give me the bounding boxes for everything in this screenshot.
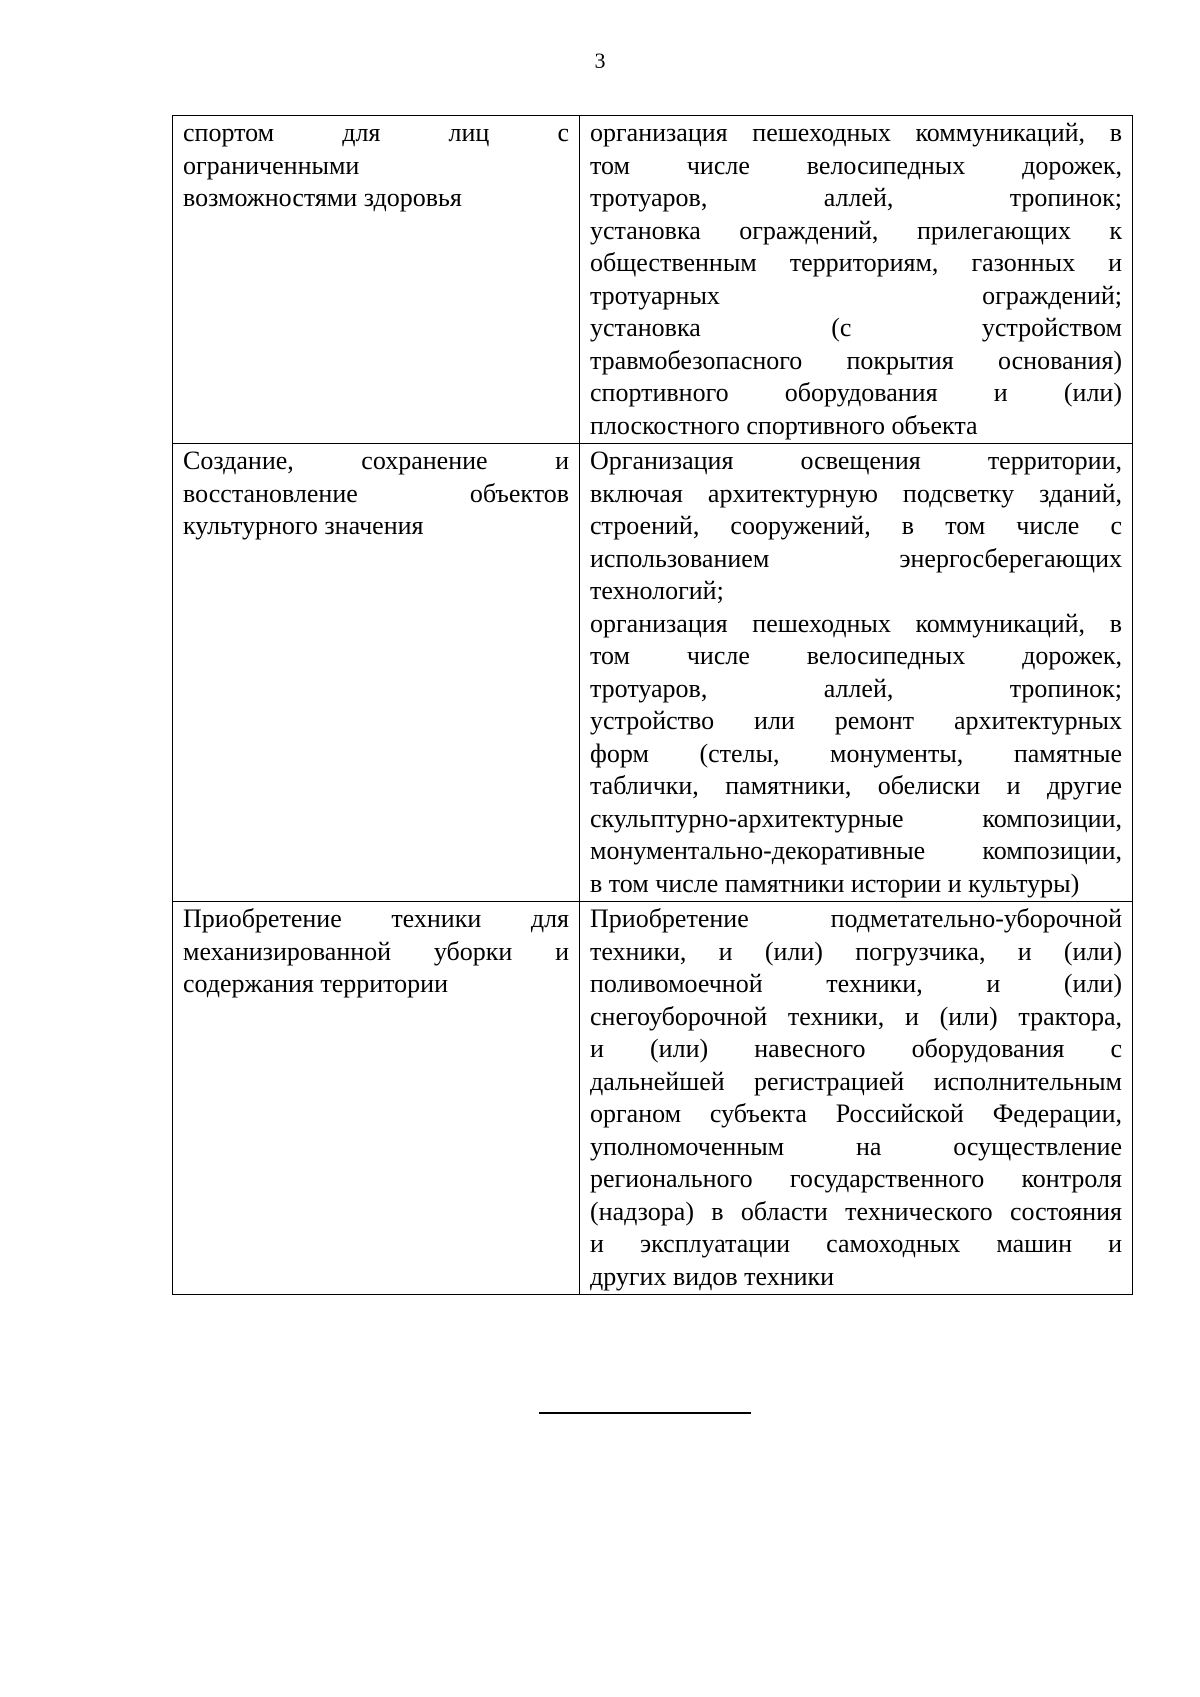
cell-text-line: техники, и (или) погрузчика, и (или)	[590, 936, 1122, 966]
cell-text-line: травмобезопасного покрытия основания)	[590, 345, 1122, 375]
direction-cell	[173, 444, 580, 902]
cell-text-line: уполномоченным на осуществление	[590, 1131, 1122, 1161]
cell-text-line: (надзора) в области технического состояния	[590, 1196, 1122, 1226]
cell-text-line: технологий;	[590, 576, 724, 605]
activities-cell	[580, 902, 1133, 1295]
cell-text-line: культурного значения	[183, 511, 424, 540]
cell-text-line: Организация освещения территории,	[590, 446, 1122, 475]
cell-text-line: тротуаров, аллей, тропинок;	[590, 183, 1122, 212]
cell-text-line: регионального государственного контроля	[590, 1164, 1122, 1193]
page-number: 3	[594, 48, 606, 73]
cell-text-line: общественным территориям, газонных и	[590, 248, 1122, 277]
activities-cell	[580, 116, 1133, 444]
cell-text-line: и (или) навесного оборудования с	[590, 1034, 1122, 1063]
cell-text-line: спортом для лиц с	[183, 118, 569, 147]
cell-text-line: механизированной уборки и	[183, 936, 569, 966]
end-of-document-line	[539, 1412, 751, 1414]
table-row	[173, 116, 1133, 444]
measures-table	[172, 115, 1133, 1295]
table-body	[173, 116, 1133, 1295]
cell-text-line: дальнейшей регистрацией исполнительным	[590, 1066, 1122, 1096]
cell-text-line: возможностями здоровья	[183, 183, 462, 212]
cell-text-line: поливомоечной техники, и (или)	[590, 969, 1122, 998]
cell-text-line: Приобретение техники для	[183, 904, 569, 933]
table-row	[173, 444, 1133, 902]
cell-text-line: установка (с устройством	[590, 313, 1122, 342]
cell-text-line: снегоуборочной техники, и (или) трактора,	[590, 1001, 1122, 1031]
cell-text-line: содержания территории	[183, 969, 449, 998]
cell-text-line: Приобретение подметательно-уборочной	[590, 904, 1122, 933]
cell-text-line: том числе велосипедных дорожек,	[590, 641, 1122, 670]
direction-cell	[173, 902, 580, 1295]
cell-text-line: установка ограждений, прилегающих к	[590, 215, 1122, 245]
cell-text-line: скульптурно-архитектурные композиции,	[590, 803, 1122, 833]
cell-text-line: органом субъекта Российской Федерации,	[590, 1099, 1122, 1128]
cell-text-line: спортивного оборудования и (или)	[590, 378, 1122, 407]
cell-text-line: монументально-декоративные композиции,	[590, 836, 1122, 865]
cell-text-line: плоскостного спортивного объекта	[590, 410, 978, 440]
cell-text-line: и эксплуатации самоходных машин и	[590, 1229, 1122, 1258]
cell-text-line: строений, сооружений, в том числе с	[590, 511, 1122, 540]
direction-cell	[173, 116, 580, 444]
cell-text-line: устройство или ремонт архитектурных	[590, 706, 1122, 735]
cell-text-line: восстановление объектов	[183, 478, 569, 508]
table-row	[173, 902, 1133, 1295]
cell-text-line: других видов техники	[590, 1261, 835, 1291]
cell-text-line: форм (стелы, монументы, памятные	[590, 738, 1122, 768]
cell-text-line: тротуаров, аллей, тропинок;	[590, 673, 1122, 703]
cell-text-line: в том числе памятники истории и культуры)	[590, 868, 1080, 898]
cell-text-line: таблички, памятники, обелиски и другие	[590, 771, 1122, 800]
cell-text-line: Создание, сохранение и	[183, 446, 569, 475]
cell-text-line: организация пешеходных коммуникаций, в	[590, 608, 1122, 638]
cell-text-line: тротуарных ограждений;	[590, 280, 1122, 310]
cell-text-line: том числе велосипедных дорожек,	[590, 150, 1122, 180]
cell-text-line: организация пешеходных коммуникаций, в	[590, 118, 1122, 147]
activities-cell	[580, 444, 1133, 902]
cell-text-line: использованием энергосберегающих	[590, 543, 1122, 573]
cell-text-line: ограниченными	[183, 150, 360, 180]
cell-text-line: включая архитектурную подсветку зданий,	[590, 478, 1122, 508]
